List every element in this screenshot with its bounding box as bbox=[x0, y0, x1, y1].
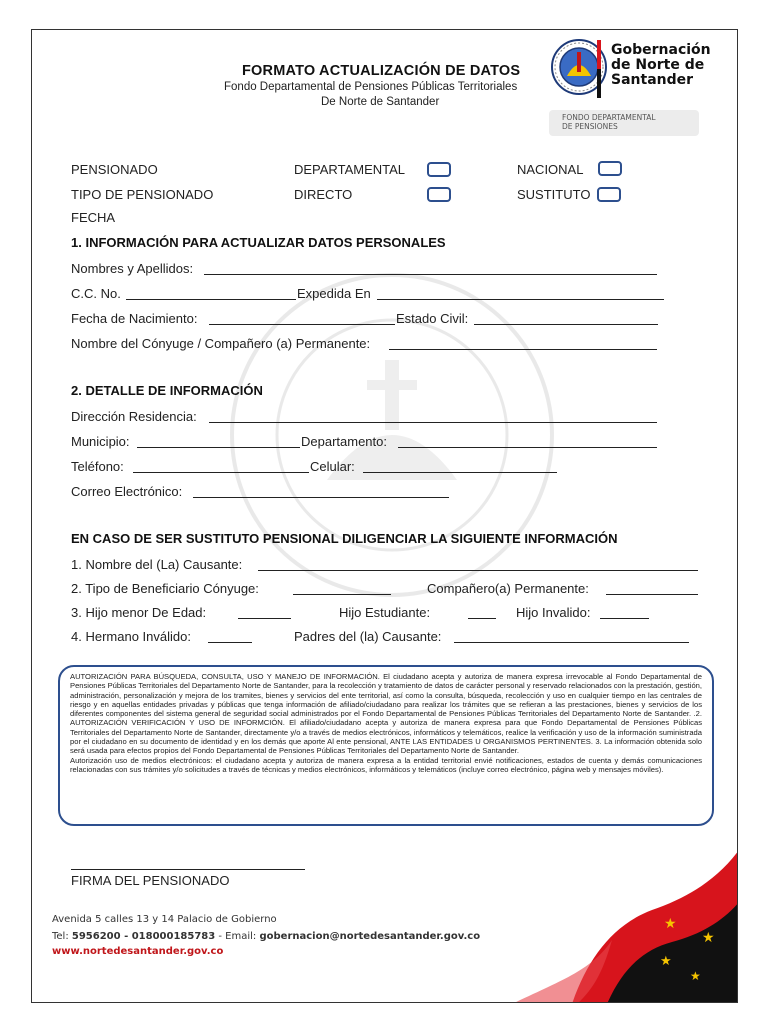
fecha-nacimiento-input[interactable] bbox=[209, 324, 395, 325]
section3-heading: EN CASO DE SER SUSTITUTO PENSIONAL DILIGENCIAR LA SIGUIENTE INFORMACIÓN bbox=[71, 531, 618, 546]
expedida-input[interactable] bbox=[377, 299, 664, 300]
nombres-label: Nombres y Apellidos: bbox=[71, 261, 194, 276]
padres-label: Padres del (la) Causante: bbox=[294, 629, 442, 644]
footer-website-link[interactable]: www.nortedesantander.gov.co bbox=[52, 946, 224, 957]
correo-label: Correo Electrónico: bbox=[71, 484, 183, 499]
section1-heading: 1. INFORMACIÓN PARA ACTUALIZAR DATOS PERSONALES bbox=[71, 235, 446, 250]
hijo-menor-label: 3. Hijo menor De Edad: bbox=[71, 605, 207, 620]
authorization-box bbox=[58, 665, 714, 826]
footer-email-prefix: - Email: bbox=[215, 931, 260, 942]
pensionado-label: PENSIONADO bbox=[71, 162, 158, 177]
flag-star-icon: ★ bbox=[660, 954, 672, 969]
conyuge-input[interactable] bbox=[389, 349, 657, 350]
form-subtitle-line1: Fondo Departamental de Pensiones Públicas Territoriales bbox=[224, 81, 518, 93]
section2-heading: 2. DETALLE DE INFORMACIÓN bbox=[71, 383, 263, 398]
footer-email-link[interactable]: gobernacion@nortedesantander.gov.co bbox=[259, 931, 481, 942]
form-subtitle-line2: De Norte de Santander bbox=[321, 96, 440, 108]
departamental-label: DEPARTAMENTAL bbox=[294, 162, 406, 177]
conyuge-beneficiario-input[interactable] bbox=[293, 594, 391, 595]
celular-input[interactable] bbox=[363, 472, 557, 473]
authorization-paragraph-2: Autorización uso de medios electrónicos: el ciudadano acepta y autoriza de manera expresa a la entidad territorial envié notificaciones, estados de cuenta y demás comunicaciones relacionadas con sus trámites y/o solicitudes a través de técnicas y medios electrónicos, informáticos y telemáticos (incluye correo electrónico, página web y mensajes móviles). bbox=[70, 755, 702, 774]
logo-text-line2: de Norte de bbox=[611, 57, 705, 73]
directo-label: DIRECTO bbox=[294, 187, 353, 202]
authorization-paragraph-1: AUTORIZACIÓN PARA BÚSQUEDA, CONSULTA, USO Y MANEJO DE INFORMACIÓN. El ciudadano acepta y autoriza de manera expresa irrevocable al Fondo Departamental de Pensiones Públicas Territoriales del Departamento Norte de Santander, para la recolección y tratamiento de datos de carácter personal y reservado relacionados con la prestación, gestión, administración, personalización y mejora de los tramites, bienes y servicios del ente territorial, así como la consulta, búsqueda, recolección y uso en cualquier tiempo en las centrales de riesgo y en aquellas entidades privadas y públicas que tenga información de afiliado/ciudadano para realizar los trámites que se refieran a las prestaciones, bienes y servicios de los diferentes componentes del sistema general de seguridad social administrados por el Fondo Departamental de Pensiones Públicas Territoriales del Departamento Norte de Santander. .2. AUTORIZACIÓN VERIFICACIÓN Y USO DE INFORMCIÓN. El afiliado/ciudadano acepta y autoriza de manera expresa para que Fondo Departamental de Pensiones Públicas Territoriales del Departamento Norte de Santander, directamente y/o a través de medios electrónicos, informáticos y telemáticos, realice la verificación y uso de la información suministrada por el ciudadano en su documento de identidad y en los demás que aporte Al ente pensional, ANTE LAS ENTIDADES U ORGANISMOS PERTINENTES. 3. La información obtenida solo será usada para efectos propios del Fondo Departamental de Pensiones Públicas Territoriales del Departamento Norte de Santander. bbox=[70, 672, 702, 756]
telefono-input[interactable] bbox=[133, 472, 309, 473]
fecha-label: FECHA bbox=[71, 210, 116, 225]
nombres-input[interactable] bbox=[204, 274, 657, 275]
footer-tel-numbers: 5956200 - 018000185783 bbox=[71, 931, 216, 942]
logo-text-line3: Santander bbox=[611, 72, 694, 88]
hijo-estudiante-input[interactable] bbox=[468, 618, 496, 619]
celular-label: Celular: bbox=[310, 459, 355, 474]
logo-flag-bar bbox=[597, 40, 601, 98]
directo-checkbox[interactable] bbox=[427, 187, 451, 202]
direccion-label: Dirección Residencia: bbox=[71, 409, 197, 424]
footer-contact bbox=[52, 931, 480, 942]
municipio-input[interactable] bbox=[137, 447, 300, 448]
hijo-invalido-label: Hijo Invalido: bbox=[516, 605, 591, 620]
flag-star-icon: ★ bbox=[690, 969, 701, 983]
conyuge-label: Nombre del Cónyuge / Compañero (a) Permanente: bbox=[71, 336, 371, 351]
expedida-label: Expedida En bbox=[297, 286, 371, 301]
causante-input[interactable] bbox=[258, 570, 698, 571]
signature-label: FIRMA DEL PENSIONADO bbox=[71, 873, 230, 888]
cc-label: C.C. No. bbox=[71, 286, 121, 301]
logo-text-line1: Gobernación bbox=[611, 42, 711, 58]
footer-tel-prefix: Tel: bbox=[52, 931, 72, 942]
sustituto-label: SUSTITUTO bbox=[517, 187, 591, 202]
padres-input[interactable] bbox=[454, 642, 689, 643]
hermano-label: 4. Hermano Inválido: bbox=[71, 629, 191, 644]
departamental-checkbox[interactable] bbox=[427, 162, 451, 177]
municipio-label: Municipio: bbox=[71, 434, 130, 449]
departamento-input[interactable] bbox=[398, 447, 657, 448]
companero-input[interactable] bbox=[606, 594, 698, 595]
telefono-label: Teléfono: bbox=[71, 459, 124, 474]
fondo-line1: FONDO DEPARTAMENTAL bbox=[562, 113, 656, 122]
companero-label: Compañero(a) Permanente: bbox=[427, 581, 589, 596]
departamento-label: Departamento: bbox=[301, 434, 387, 449]
hijo-invalido-input[interactable] bbox=[600, 618, 649, 619]
hijo-estudiante-label: Hijo Estudiante: bbox=[339, 605, 431, 620]
nacional-checkbox[interactable] bbox=[598, 161, 622, 176]
footer-address: Avenida 5 calles 13 y 14 Palacio de Gobierno bbox=[52, 914, 277, 925]
form-title: FORMATO ACTUALIZACIÓN DE DATOS bbox=[242, 63, 521, 79]
signature-line[interactable] bbox=[71, 869, 305, 870]
gobernacion-logo-text bbox=[611, 43, 711, 88]
estado-civil-label: Estado Civil: bbox=[396, 311, 469, 326]
cc-input[interactable] bbox=[126, 299, 296, 300]
causante-label: 1. Nombre del (La) Causante: bbox=[71, 557, 243, 572]
tipo-pensionado-label: TIPO DE PENSIONADO bbox=[71, 187, 214, 202]
direccion-input[interactable] bbox=[209, 422, 657, 423]
hermano-input[interactable] bbox=[208, 642, 252, 643]
fondo-line2: DE PENSIONES bbox=[562, 122, 618, 131]
fecha-nacimiento-label: Fecha de Nacimiento: bbox=[71, 311, 198, 326]
watermark-seal bbox=[227, 270, 557, 600]
tipo-beneficiario-label: 2. Tipo de Beneficiario Cónyuge: bbox=[71, 581, 259, 596]
flag-decoration bbox=[502, 850, 738, 1003]
sustituto-checkbox[interactable] bbox=[597, 187, 621, 202]
hijo-menor-input[interactable] bbox=[238, 618, 291, 619]
correo-input[interactable] bbox=[193, 497, 449, 498]
estado-civil-input[interactable] bbox=[474, 324, 658, 325]
fondo-badge bbox=[549, 110, 699, 136]
document-page bbox=[31, 29, 738, 1003]
flag-star-icon: ★ bbox=[664, 916, 677, 932]
flag-star-icon: ★ bbox=[702, 930, 715, 946]
nacional-label: NACIONAL bbox=[517, 162, 584, 177]
